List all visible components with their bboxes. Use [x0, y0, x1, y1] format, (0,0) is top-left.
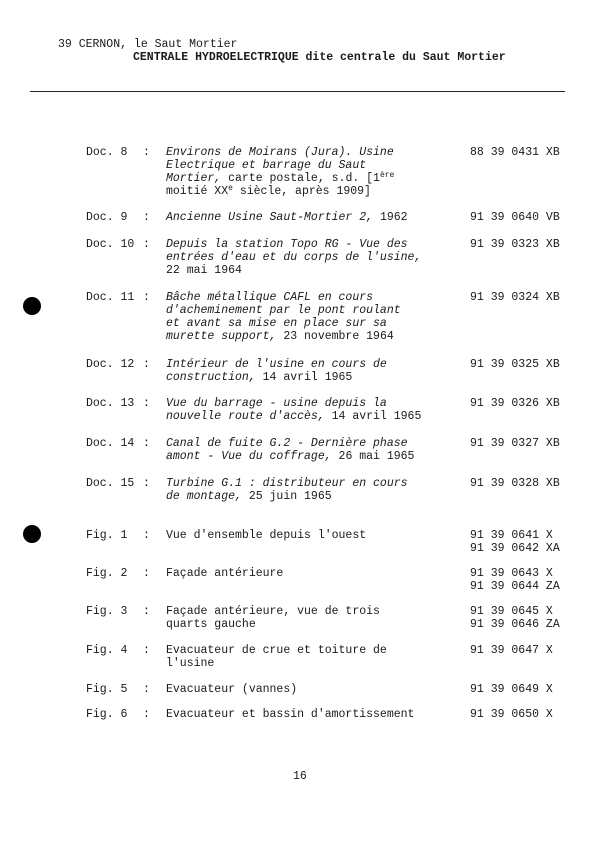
entry-reference: 91 39 0326 XB [470, 397, 560, 410]
entry-colon: : [143, 211, 150, 224]
entry-reference: 91 39 0641 X 91 39 0642 XA [470, 529, 560, 555]
entry-reference: 91 39 0645 X 91 39 0646 ZA [470, 605, 560, 631]
entry-colon: : [143, 567, 150, 580]
entry-label: Doc. 15 [86, 477, 135, 490]
entry-description: Turbine G.1 : distributeur en cours de montage, 25 juin 1965 [166, 477, 408, 503]
entry-reference: 91 39 0324 XB [470, 291, 560, 304]
entry-description: Vue du barrage - usine depuis la nouvelle route d'accès, 14 avril 1965 [166, 397, 422, 423]
entry-label: Fig. 2 [86, 567, 128, 580]
entry-label: Doc. 14 [86, 437, 135, 450]
entry-description: Ancienne Usine Saut-Mortier 2, 1962 [166, 211, 408, 224]
entry-description: Evacuateur (vannes) [166, 683, 298, 696]
entry-description: Environs de Moirans (Jura). Usine Electrique et barrage du Saut Mortier, carte postale, s.d. [1ère moitié XXe siècle, après 1909] [166, 146, 395, 198]
entry-colon: : [143, 708, 150, 721]
entry-colon: : [143, 437, 150, 450]
entry-colon: : [143, 397, 150, 410]
entry-colon: : [143, 644, 150, 657]
entry-description: Depuis la station Topo RG - Vue des entrées d'eau et du corps de l'usine, 22 mai 1964 [166, 238, 422, 277]
entry-label: Fig. 3 [86, 605, 128, 618]
entry-reference: 91 39 0327 XB [470, 437, 560, 450]
entry-colon: : [143, 358, 150, 371]
entry-reference: 91 39 0649 X [470, 683, 553, 696]
entry-description: Evacuateur et bassin d'amortissement [166, 708, 415, 721]
entry-reference: 88 39 0431 XB [470, 146, 560, 159]
entry-colon: : [143, 529, 150, 542]
entry-label: Fig. 6 [86, 708, 128, 721]
header-location: 39 CERNON, le Saut Mortier [58, 38, 238, 51]
entry-label: Doc. 11 [86, 291, 135, 304]
entry-colon: : [143, 683, 150, 696]
entry-description: Façade antérieure [166, 567, 284, 580]
entry-description: Façade antérieure, vue de trois quarts gauche [166, 605, 380, 631]
entry-reference: 91 39 0650 X [470, 708, 553, 721]
entry-reference: 91 39 0328 XB [470, 477, 560, 490]
entry-description: Bâche métallique CAFL en cours d'acheminement par le pont roulant et avant sa mise en place sur sa murette support, 23 novembre 1964 [166, 291, 401, 343]
entry-label: Fig. 4 [86, 644, 128, 657]
entry-colon: : [143, 291, 150, 304]
entry-colon: : [143, 477, 150, 490]
entry-label: Doc. 13 [86, 397, 135, 410]
entry-reference: 91 39 0640 VB [470, 211, 560, 224]
entry-colon: : [143, 238, 150, 251]
punch-hole-2 [23, 525, 41, 543]
entry-colon: : [143, 146, 150, 159]
entry-description: Canal de fuite G.2 - Dernière phase amont - Vue du coffrage, 26 mai 1965 [166, 437, 415, 463]
entry-reference: 91 39 0643 X 91 39 0644 ZA [470, 567, 560, 593]
entry-reference: 91 39 0323 XB [470, 238, 560, 251]
entry-label: Doc. 8 [86, 146, 128, 159]
entry-label: Doc. 10 [86, 238, 135, 251]
header-title: CENTRALE HYDROELECTRIQUE dite centrale du Saut Mortier [133, 51, 506, 64]
header-rule [30, 91, 565, 92]
entry-label: Doc. 12 [86, 358, 135, 371]
entry-description: Evacuateur de crue et toiture de l'usine [166, 644, 387, 670]
entry-description: Intérieur de l'usine en cours de construction, 14 avril 1965 [166, 358, 387, 384]
page-number: 16 [293, 770, 307, 783]
punch-hole-1 [23, 297, 41, 315]
entry-description: Vue d'ensemble depuis l'ouest [166, 529, 367, 542]
entry-label: Doc. 9 [86, 211, 128, 224]
entry-colon: : [143, 605, 150, 618]
entry-reference: 91 39 0325 XB [470, 358, 560, 371]
entry-label: Fig. 1 [86, 529, 128, 542]
entry-reference: 91 39 0647 X [470, 644, 553, 657]
entry-label: Fig. 5 [86, 683, 128, 696]
